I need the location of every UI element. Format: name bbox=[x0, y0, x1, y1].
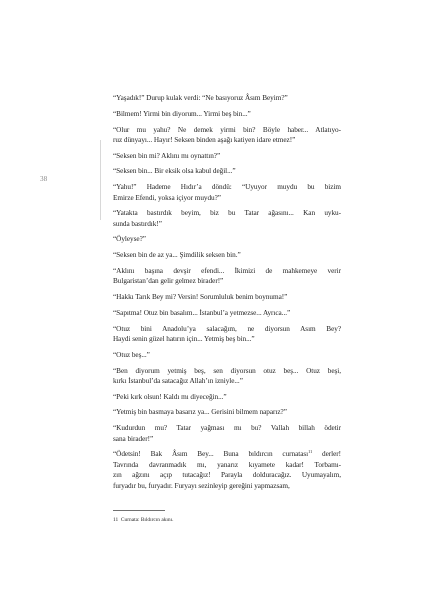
footnote-number: 11 bbox=[113, 517, 119, 523]
text-line: “Öyleyse?” bbox=[113, 235, 146, 244]
text-line: “Aklını başına devşir efendi... İkimizi de mahkemeye verir bbox=[113, 266, 341, 275]
text-line: sunda bastırdık!” bbox=[113, 219, 162, 228]
text-line: “Yatakta bastırdık beyim, biz bu Tatar ağasını... Kan uyku- bbox=[113, 209, 341, 218]
dialogue-paragraph bbox=[113, 324, 341, 345]
text-line: “Bilmem! Yirmi bin diyorum... Yirmi beş bin...” bbox=[113, 109, 251, 118]
dialogue-paragraph bbox=[113, 166, 341, 176]
text-line: “Yetmiş bin basmaya basarız ya... Gerisini bilmem naparız?” bbox=[113, 408, 287, 417]
footnote-reference: 11 bbox=[308, 449, 313, 455]
text-line: “Seksen bin de az ya... Şimdilik seksen bin.” bbox=[113, 251, 241, 260]
text-line: “Peki kırk olsun! Kaldı mı diyeceğin...” bbox=[113, 392, 227, 401]
dialogue-paragraph bbox=[113, 234, 341, 244]
dialogue-paragraph bbox=[113, 423, 341, 444]
dialogue-paragraph bbox=[113, 182, 341, 203]
dialogue-paragraph bbox=[113, 366, 341, 387]
text-line: “Otuz bini Anadolu’ya salacağım, ne diyorsun Asım Bey? bbox=[113, 324, 341, 333]
text-line: “Otuz beş...” bbox=[113, 350, 150, 359]
text-line: Bulgaristan’dan gelir gelmez birader!” bbox=[113, 277, 224, 286]
text-line: Emirze Efendi, yoksa içiyor muydu?” bbox=[113, 193, 221, 202]
text-line: “Seksen bin mi? Aklını mı oynattın?” bbox=[113, 151, 221, 160]
dialogue-paragraph bbox=[113, 266, 341, 287]
body-text bbox=[113, 93, 341, 496]
dialogue-paragraph bbox=[113, 208, 341, 229]
dialogue-paragraph bbox=[113, 350, 341, 360]
text-line: “Yaşadık!” Durup kulak verdi: “Ne basıyoruz Âsım Beyim?” bbox=[113, 94, 288, 102]
dialogue-paragraph bbox=[113, 151, 341, 161]
text-line: “Kudurdun mu? Tatar yağması mı bu? Vallah billah ödetir bbox=[113, 424, 341, 433]
text-line: “Seksen bin... Bir eksik olsa kabul değil...” bbox=[113, 167, 236, 176]
text-line: “Ödetsin! Bak Âsım Bey... Buna bıldırcın curnatası$^{11}$ derler! bbox=[113, 449, 342, 459]
dialogue-paragraph bbox=[113, 308, 341, 318]
dialogue-paragraph bbox=[113, 449, 341, 491]
dialogue-paragraph bbox=[113, 125, 341, 146]
dialogue-paragraph bbox=[113, 407, 341, 417]
text-line: furyadır bu, furyadır. Furyayı sezinleyip gereğini yapmazsam, bbox=[113, 481, 290, 490]
text-line: “Yahu!” Hademe Hıdır’a döndü: “Uyuyor muydu bu bizim bbox=[113, 183, 341, 192]
text-line: “Hakkı Tarık Bey mi? Versin! Sorumluluk benim boynuma!” bbox=[113, 293, 288, 302]
dialogue-paragraph bbox=[113, 250, 341, 260]
text-line: zın ağzını açıp tutacağız! Parayla dolduracağız. Uyumayalım, bbox=[113, 471, 341, 480]
dialogue-paragraph bbox=[113, 292, 341, 302]
page-margin-rule bbox=[100, 140, 101, 220]
text-line: “Olur mu yahu? Ne demek yirmi bin? Böyle haber... Atlatıyo- bbox=[113, 125, 341, 134]
text-line: “Sapıtma! Otuz bin basalım... İstanbul’a yetmezse... Ayrıca...” bbox=[113, 308, 291, 317]
footnote-text: Curnata: Bıldırcın akını. bbox=[120, 517, 174, 523]
dialogue-paragraph bbox=[113, 392, 341, 402]
text-line: kırkı İstanbul’da satacağız Allah’ın izniyle...” bbox=[113, 376, 243, 385]
footnote-divider bbox=[113, 510, 165, 511]
page-number: 38 bbox=[40, 175, 48, 183]
text-line: Haydi senin güzel hatırın için... Yetmiş beş bin...” bbox=[113, 335, 255, 344]
text-line: “Ben diyorum yetmiş beş, sen diyorsun otuz beş... Otuz beşi, bbox=[113, 366, 341, 375]
dialogue-paragraph bbox=[113, 109, 341, 119]
footnote-reference-tail: derler! bbox=[312, 450, 342, 459]
text-line: Tavrında davranmadık mı, yanarız kıyamete kadar! Torbamı- bbox=[113, 460, 341, 469]
footnote bbox=[113, 517, 173, 523]
dialogue-paragraph bbox=[113, 93, 341, 103]
text-line: ruz dünyayı... Hayır! Seksen binden aşağı katiyen idare etmez!” bbox=[113, 135, 296, 144]
text-line: sana birader!” bbox=[113, 434, 154, 443]
